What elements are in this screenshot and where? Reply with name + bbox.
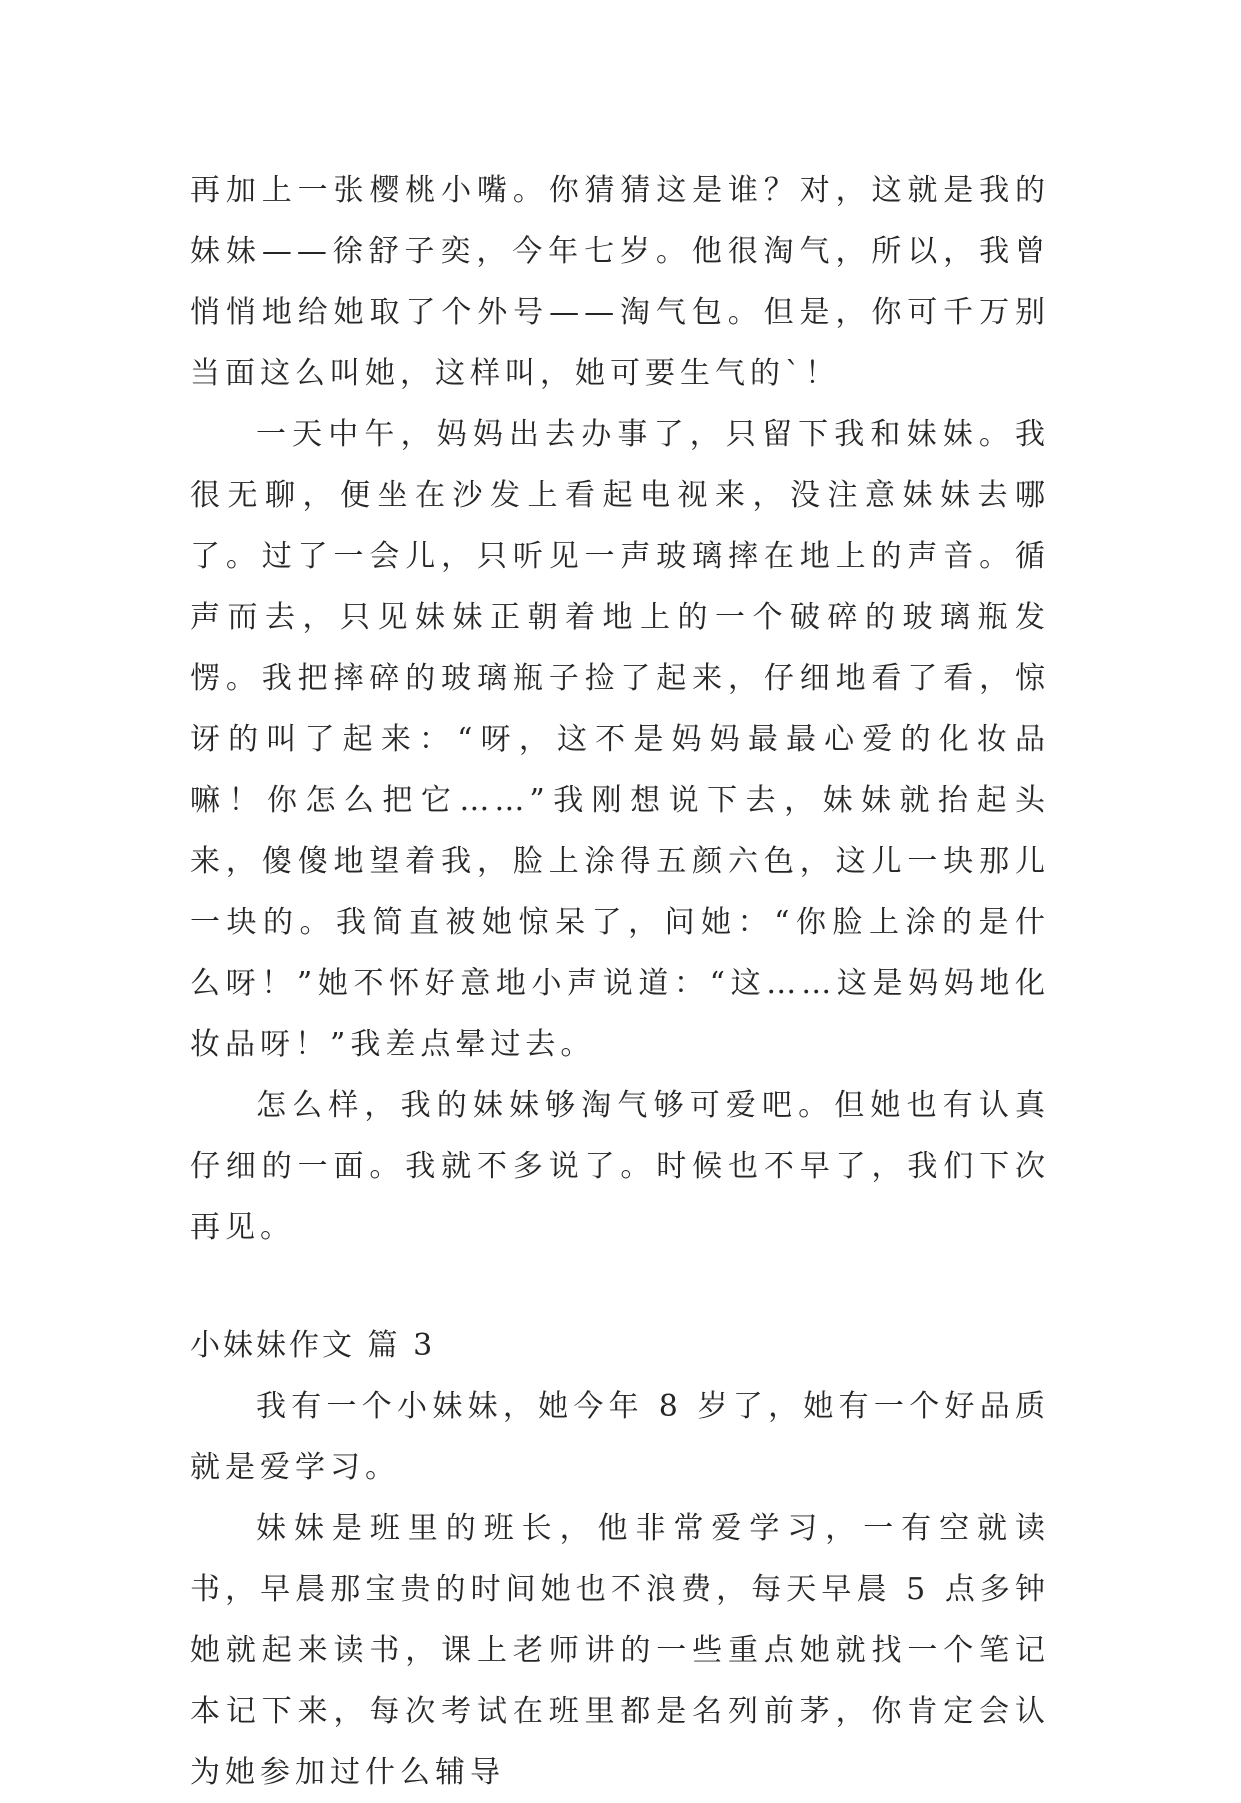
paragraph-1: 再加上一张樱桃小嘴。你猜猜这是谁？对，这就是我的妹妹——徐舒子奕，今年七岁。他很淘气，所以，我曾悄悄地给她取了个外号——淘气包。但是，你可千万别当面这么叫她，这样叫，她可要生气的`！ <box>190 173 1050 391</box>
paragraph-5: 妹妹是班里的班长，他非常爱学习，一有空就读书，早晨那宝贵的时间她也不浪费，每天早晨 5 点多钟她就起来读书，课上老师讲的一些重点她就找一个笔记本记下来，每次考试在班里都是名列前茅，你肯定会认为她参加过什么辅导 <box>190 1511 1050 1790</box>
section-gap <box>190 1258 1050 1315</box>
paragraph-3: 怎么样，我的妹妹够淘气够可爱吧。但她也有认真仔细的一面。我就不多说了。时候也不早了，我们下次再见。 <box>190 1088 1050 1245</box>
section-heading: 小妹妹作文 篇 3 <box>190 1328 436 1363</box>
paragraph-4: 我有一个小妹妹，她今年 8 岁了，她有一个好品质就是爱学习。 <box>190 1389 1050 1485</box>
document-body <box>190 160 1050 1803</box>
paragraph-2: 一天中午，妈妈出去办事了，只留下我和妹妹。我很无聊，便坐在沙发上看起电视来，没注意妹妹去哪了。过了一会儿，只听见一声玻璃摔在地上的声音。循声而去，只见妹妹正朝着地上的一个破碎的玻璃瓶发愣。我把摔碎的玻璃瓶子捡了起来，仔细地看了看，惊讶的叫了起来：“呀，这不是妈妈最最心爱的化妆品嘛！你怎么把它……”我刚想说下去，妹妹就抬起头来，傻傻地望着我，脸上涂得五颜六色，这儿一块那儿一块的。我简直被她惊呆了，问她：“你脸上涂的是什么呀！”她不怀好意地小声说道：“这……这是妈妈地化妆品呀！”我差点晕过去。 <box>190 417 1050 1062</box>
